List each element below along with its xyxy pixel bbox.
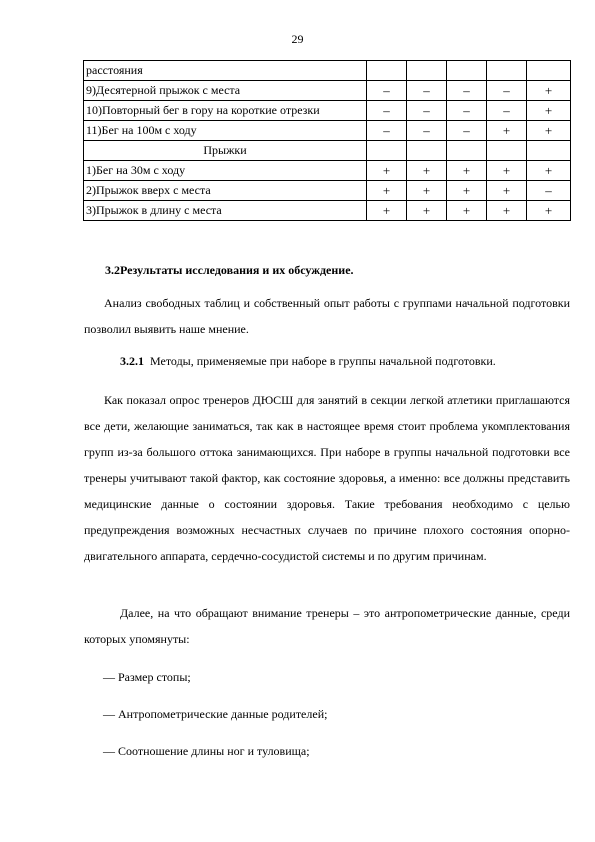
empty-cell	[367, 141, 407, 161]
results-table	[83, 60, 571, 221]
mark-cell: –	[447, 101, 487, 121]
mark-cell: –	[407, 101, 447, 121]
exercise-name-cell: 9)Десятерной прыжок с места	[84, 81, 367, 101]
mark-cell: +	[487, 121, 527, 141]
mark-cell	[447, 61, 487, 81]
table-row	[84, 101, 571, 121]
mark-cell: +	[367, 181, 407, 201]
mark-cell: +	[447, 181, 487, 201]
mark-cell: –	[367, 121, 407, 141]
exercise-name-cell: 3)Прыжок в длину с места	[84, 201, 367, 221]
mark-cell: –	[447, 81, 487, 101]
table-body	[84, 61, 571, 221]
table-row	[84, 81, 571, 101]
mark-cell: +	[367, 201, 407, 221]
exercise-name-cell: 2)Прыжок вверх с места	[84, 181, 367, 201]
mark-cell: +	[367, 161, 407, 181]
mark-cell: +	[527, 201, 571, 221]
exercise-name-cell: 1)Бег на 30м с ходу	[84, 161, 367, 181]
mark-cell: +	[527, 161, 571, 181]
mark-cell: –	[447, 121, 487, 141]
mark-cell: +	[487, 181, 527, 201]
criteria-list	[103, 664, 573, 775]
mark-cell	[527, 61, 571, 81]
mark-cell	[487, 61, 527, 81]
mark-cell: –	[407, 121, 447, 141]
table-row	[84, 181, 571, 201]
page-number: 29	[291, 32, 304, 46]
mark-cell: +	[447, 161, 487, 181]
exercise-name-cell: 11)Бег на 100м с ходу	[84, 121, 367, 141]
paragraph-anthropometric: Далее, на что обращают внимание тренеры – это антропометрические данные, среди которых упомянуты:	[84, 606, 570, 646]
paragraph-survey: Как показал опрос тренеров ДЮСШ для занятий в секции легкой атлетики приглашаются все дети, желающие заниматься, так как в настоящее время стоит проблема укомплектования групп из-за большого оттока занимающихся. При наборе в группы начальной подготовки все тренеры учитывают такой фактор, как состояние здоровья, а именно: все должны представить медицинские данные о состоянии здоровья. Такие требования необходимо с целью предупреждения возможных несчастных случаев по причине плохого состояния опорно-двигательного аппарата, сердечно-сосудистой системы и по другим причинам.	[84, 393, 570, 563]
table-row	[84, 61, 571, 81]
mark-cell: +	[407, 181, 447, 201]
mark-cell: –	[487, 81, 527, 101]
mark-cell: –	[367, 101, 407, 121]
mark-cell: –	[367, 81, 407, 101]
table-row	[84, 121, 571, 141]
list-item: — Соотношение длины ног и туловища;	[103, 744, 310, 758]
mark-cell: +	[527, 121, 571, 141]
section-title-cell: Прыжки	[84, 141, 367, 161]
mark-cell: +	[447, 201, 487, 221]
mark-cell: +	[527, 81, 571, 101]
mark-cell: –	[487, 101, 527, 121]
empty-cell	[527, 141, 571, 161]
subsection-heading	[120, 348, 570, 374]
subsection-title: Методы, применяемые при наборе в группы начальной подготовки.	[150, 354, 496, 368]
subsection-number: 3.2.1	[120, 354, 144, 368]
mark-cell: +	[407, 161, 447, 181]
list-item: — Размер стопы;	[103, 670, 191, 684]
empty-cell	[447, 141, 487, 161]
mark-cell: +	[487, 161, 527, 181]
table-row	[84, 161, 571, 181]
mark-cell: +	[527, 101, 571, 121]
exercise-name-cell: 10)Повторный бег в гору на короткие отрезки	[84, 101, 367, 121]
table-row	[84, 201, 571, 221]
exercise-name-cell: расстояния	[84, 61, 367, 81]
mark-cell	[407, 61, 447, 81]
mark-cell	[367, 61, 407, 81]
empty-cell	[407, 141, 447, 161]
mark-cell: +	[407, 201, 447, 221]
table-section-row	[84, 141, 571, 161]
list-item: — Антропометрические данные родителей;	[103, 707, 328, 721]
mark-cell: –	[407, 81, 447, 101]
mark-cell: –	[527, 181, 571, 201]
mark-cell: +	[487, 201, 527, 221]
section-heading: 3.2Результаты исследования и их обсуждение.	[105, 263, 354, 277]
paragraph-intro: Анализ свободных таблиц и собственный опыт работы с группами начальной подготовки позволил выявить наше мнение.	[84, 296, 570, 336]
empty-cell	[487, 141, 527, 161]
